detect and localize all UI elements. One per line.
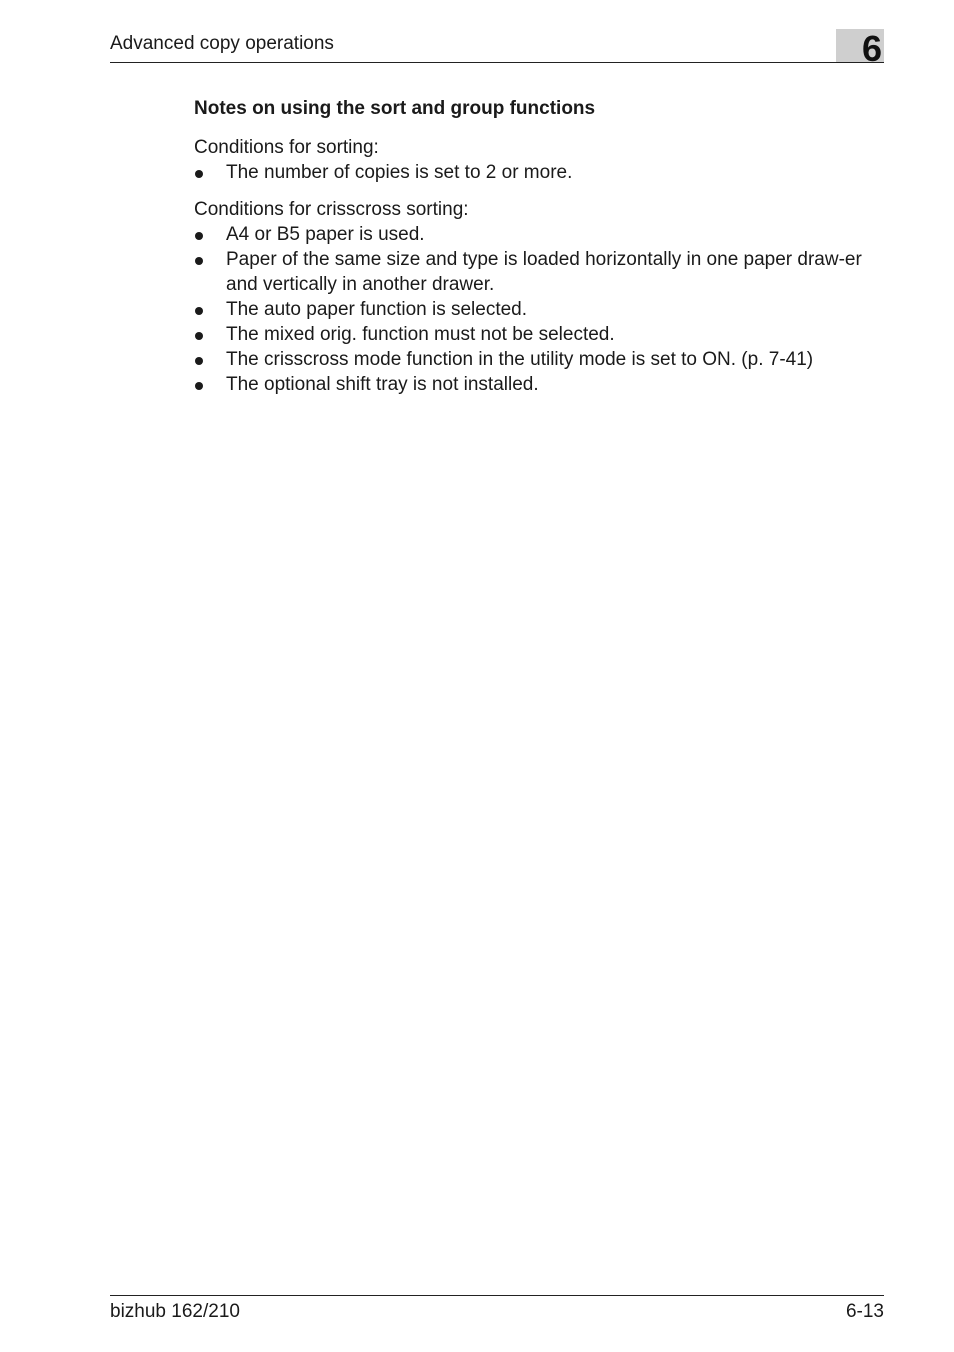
list-item-text: A4 or B5 paper is used.: [226, 224, 425, 245]
list-item-text: The number of copies is set to 2 or more.: [226, 162, 573, 183]
bullet-icon: [195, 357, 203, 365]
bullet-icon: [195, 232, 203, 240]
list-item: [194, 160, 886, 185]
crisscross-conditions-list: [194, 222, 886, 397]
crisscross-conditions-intro: Conditions for crisscross sorting:: [194, 199, 469, 220]
chapter-number: 6: [861, 28, 882, 69]
list-item-text: The optional shift tray is not installed.: [226, 374, 539, 395]
section-heading: Notes on using the sort and group functions: [194, 98, 596, 119]
list-item-text: The mixed orig. function must not be selected.: [226, 324, 615, 345]
list-item-text: The crisscross mode function in the utility mode is set to ON. (p. 7-41): [226, 349, 814, 370]
list-item: [194, 247, 886, 297]
list-item-text: Paper of the same size and type is loaded horizontally in one paper draw-er and vertically in another drawer.: [226, 249, 862, 295]
bullet-icon: [195, 332, 203, 340]
list-item: [194, 347, 886, 372]
list-item: [194, 372, 886, 397]
sorting-conditions-intro: Conditions for sorting:: [194, 137, 379, 158]
bullet-icon: [195, 170, 203, 178]
header-divider: [110, 62, 884, 63]
bullet-icon: [195, 307, 203, 315]
list-item: [194, 297, 886, 322]
bullet-icon: [195, 382, 203, 390]
bullet-icon: [195, 257, 203, 265]
list-item: [194, 322, 886, 347]
footer-product-name: bizhub 162/210: [110, 1301, 240, 1322]
page-content: [194, 96, 886, 397]
footer-divider: [110, 1295, 884, 1296]
running-header-title: Advanced copy operations: [110, 33, 334, 54]
list-item-text: The auto paper function is selected.: [226, 299, 528, 320]
chapter-tab: [836, 28, 884, 69]
footer-page-number: 6-13: [845, 1301, 884, 1322]
list-item: [194, 222, 886, 247]
sorting-conditions-list: [194, 160, 886, 185]
